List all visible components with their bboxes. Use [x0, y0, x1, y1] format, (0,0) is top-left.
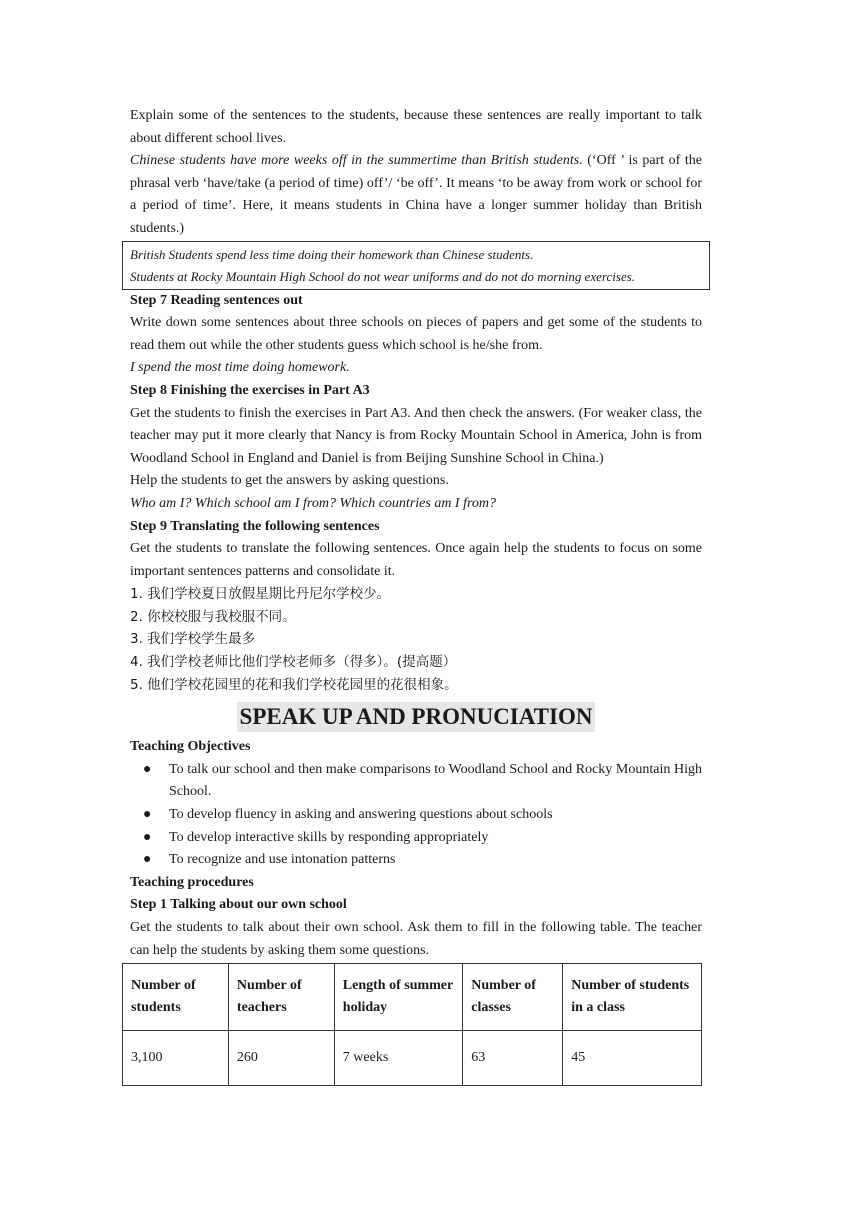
table-header-cell: Number of classes [463, 964, 563, 1031]
objective-text: To talk our school and then make comparisons to Woodland School and Rocky Mountain High School. [169, 761, 702, 800]
boxed-sentence: Students at Rocky Mountain High School do not wear uniforms and do not do morning exercises. [130, 268, 636, 284]
boxed-sentences [122, 241, 710, 290]
table-header-cell: Number of students [123, 964, 229, 1031]
objectives-title: Teaching Objectives [130, 739, 251, 755]
bullet-icon: ● [143, 829, 152, 845]
translation-sentence: 3. 我们学校学生最多 [130, 631, 256, 648]
school-table [122, 963, 702, 1086]
objectives-list [130, 759, 702, 872]
step8-body2: Help the students to get the answers by asking questions. [130, 473, 449, 489]
translation-sentence: 2. 你校校服与我校服不同。 [130, 608, 296, 625]
boxed-sentence: British Students spend less time doing their homework than Chinese students. [130, 246, 534, 262]
table-cell: 7 weeks [334, 1031, 462, 1086]
objective-item [143, 827, 702, 850]
table-cell: 45 [563, 1031, 702, 1086]
table-cell: 3,100 [123, 1031, 229, 1086]
step7-example: I spend the most time doing homework. [130, 360, 350, 376]
step9-title: Step 9 Translating the following sentences [130, 518, 380, 534]
objective-text: To recognize and use intonation patterns [169, 852, 396, 868]
section-heading [130, 702, 702, 732]
bullet-icon: ● [143, 761, 152, 777]
step1-title: Step 1 Talking about our own school [130, 897, 347, 913]
document-page [130, 105, 702, 1086]
step9-body: Get the students to translate the following sentences. Once again help the students to focus on some important sentences patterns and consolidate it. [130, 541, 702, 579]
table-header-cell: Number of teachers [228, 964, 334, 1031]
step8-example: Who am I? Which school am I from? Which countries am I from? [130, 495, 497, 511]
step1-body: Get the students to talk about their own school. Ask them to fill in the following table. The teacher can help the students by asking them some questions. [130, 920, 702, 958]
step7-body: Write down some sentences about three schools on pieces of papers and get some of the students to read them out while the other students guess which school is he/she from. [130, 315, 702, 353]
procedures-title: Teaching procedures [130, 874, 254, 890]
objective-item [143, 759, 702, 804]
objective-text: To develop fluency in asking and answering questions about schools [169, 807, 553, 823]
intro-paragraph: Explain some of the sentences to the students, because these sentences are really important to talk about different school lives. [130, 108, 702, 146]
table-row [123, 1031, 702, 1086]
example-paragraph [130, 150, 702, 240]
table-header-cell: Length of summer holiday [334, 964, 462, 1031]
objective-text: To develop interactive skills by responding appropriately [169, 829, 489, 845]
translation-sentence: 5. 他们学校花园里的花和我们学校花园里的花很相象。 [130, 676, 458, 693]
objective-item [143, 804, 702, 827]
bullet-icon: ● [143, 807, 152, 823]
example-note: (‘Off ’ is part of the phrasal verb ‘have/take (a period of time) off’/ ‘be off’. It means ‘to be away from work or school for a period of time’. Here, it means students in China have a longer summer holiday than British students.) [130, 153, 702, 236]
bullet-icon: ● [143, 852, 152, 868]
section-heading-text: SPEAK UP AND PRONUCIATION [237, 702, 596, 732]
table-cell: 63 [463, 1031, 563, 1086]
step8-title: Step 8 Finishing the exercises in Part A3 [130, 382, 370, 398]
step7-title: Step 7 Reading sentences out [130, 292, 303, 308]
translation-sentence: 4. 我们学校老师比他们学校老师多（得多）。(提高题） [130, 654, 457, 671]
table-header-row [123, 964, 702, 1031]
translation-sentence: 1. 我们学校夏日放假星期比丹尼尔学校少。 [130, 586, 391, 603]
example-sentence: Chinese students have more weeks off in the summertime than British students. [130, 153, 583, 169]
table-cell: 260 [228, 1031, 334, 1086]
table-header-cell: Number of students in a class [563, 964, 702, 1031]
step8-body: Get the students to finish the exercises in Part A3. And then check the answers. (For weaker class, the teacher may put it more clearly that Nancy is from Rocky Mountain School in America, John is from Woodland School in England and Daniel is from Beijing Sunshine School in China.) [130, 405, 702, 466]
objective-item [143, 849, 702, 872]
